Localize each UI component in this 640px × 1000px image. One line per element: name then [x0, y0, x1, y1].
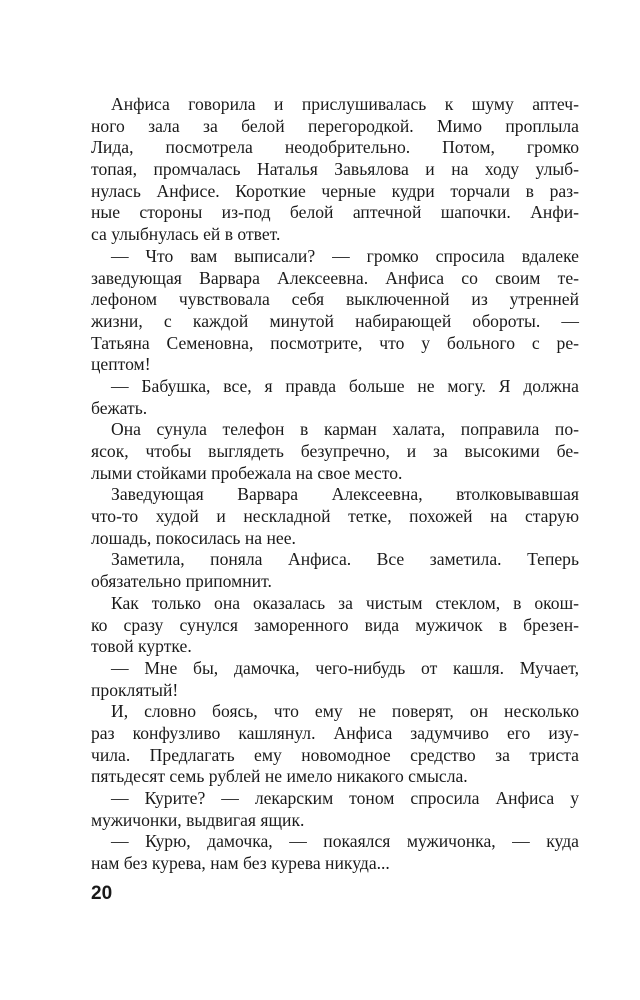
text-line: жизни, с каждой минутой набирающей обороты. — — [91, 310, 579, 331]
text-line: нам без курева, нам без курева никуда... — [91, 853, 390, 874]
text-line: цептом! — [91, 354, 151, 375]
page-number: 20 — [91, 883, 113, 904]
text-line: мужичонки, выдвигая ящик. — [91, 809, 305, 830]
text-line: са улыбнулась ей в ответ. — [91, 224, 281, 245]
text-line: Анфиса говорила и прислушивалась к шуму аптеч- — [111, 94, 579, 114]
text-line: нулась Анфисе. Короткие черные кудри торчали в раз- — [91, 180, 579, 201]
text-line: товой куртке. — [91, 636, 192, 657]
text-line: пятьдесят семь рублей не имело никакого смысла. — [91, 766, 468, 787]
text-line: обязательно припомнит. — [91, 571, 272, 592]
text-line: — Бабушка, все, я правда больше не могу. Я должна — [111, 375, 579, 396]
text-line: Как только она оказалась за чистым стеклом, в окош- — [111, 592, 579, 613]
text-line: заведующая Варвара Алексеевна. Анфиса со своим те- — [91, 267, 579, 288]
text-line: ные стороны из-под белой аптечной шапочки. Анфи- — [91, 202, 579, 223]
text-line: — Мне бы, дамочка, чего-нибудь от кашля. Мучает, — [111, 657, 579, 678]
text-line: проклятый! — [91, 679, 179, 700]
text-line: лыми стойками пробежала на свое место. — [91, 462, 403, 483]
text-line: — Курю, дамочка, — покаялся мужичонка, — куда — [111, 831, 579, 852]
text-line: топая, промчалась Наталья Завьялова и на ходу улыб- — [91, 159, 579, 180]
text-line: что-то худой и нескладной тетке, похожей на старую — [91, 506, 579, 527]
text-line: ко сразу сунулся заморенного вида мужичок в брезен- — [91, 614, 579, 635]
text-line: Она сунула телефон в карман халата, поправила по- — [111, 419, 579, 440]
text-line: ного зала за белой перегородкой. Мимо проплыла — [91, 115, 579, 136]
text-line: раз конфузливо кашлянул. Анфиса задумчиво его изу- — [91, 722, 579, 743]
text-line: лефоном чувствовала себя выключенной из утренней — [91, 289, 579, 310]
text-line: — Курите? — лекарским тоном спросила Анфиса у — [111, 788, 579, 808]
text-line: Заведующая Варвара Алексеевна, втолковывавшая — [111, 484, 579, 505]
text-line: бежать. — [91, 397, 148, 418]
text-line: И, словно боясь, что ему не поверят, он несколько — [111, 701, 579, 722]
text-line: чила. Предлагать ему новомодное средство за триста — [91, 744, 579, 765]
text-line: ясок, чтобы выглядеть безупречно, и за высокими бе- — [91, 441, 579, 461]
text-line: Лида, посмотрела неодобрительно. Потом, громко — [91, 137, 579, 158]
text-line: лошадь, покосилась на нее. — [91, 527, 296, 548]
text-line: Татьяна Семеновна, посмотрите, что у больного с ре- — [91, 332, 579, 353]
page-body-text — [91, 94, 579, 875]
text-line: — Что вам выписали? — громко спросила вдалеке — [111, 245, 579, 266]
text-line: Заметила, поняла Анфиса. Все заметила. Теперь — [111, 549, 579, 570]
